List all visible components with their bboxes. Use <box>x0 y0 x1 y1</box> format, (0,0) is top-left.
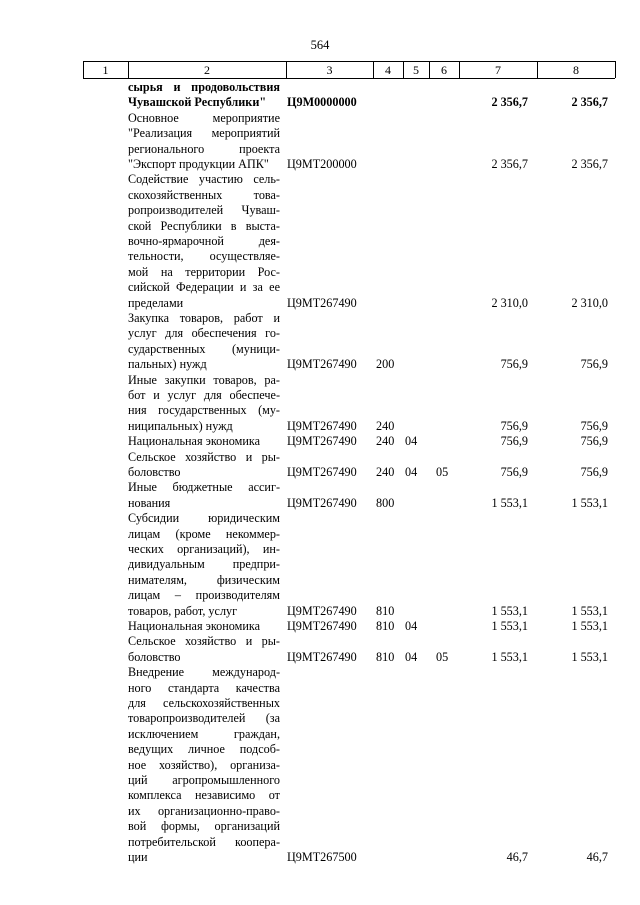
row-value-8: 756,9 <box>580 464 608 479</box>
header-divider <box>128 61 129 78</box>
row-value-8: 2 356,7 <box>571 156 608 171</box>
row-name-line: ций агропромышленного <box>128 773 280 788</box>
row-name-line: "Экспорт продукции АПК" <box>128 157 269 172</box>
row-name-line: услуг для обеспечения го- <box>128 326 280 341</box>
row-name <box>128 480 280 511</box>
row-name-line: Закупка товаров, работ и <box>128 311 280 325</box>
row-name-line: регионального проекта <box>128 141 280 156</box>
row-name <box>128 450 280 481</box>
row-name-line: дивидуальным предпри- <box>128 557 280 572</box>
row-name-line: Иные бюджетные ассиг- <box>128 480 280 495</box>
header-divider <box>429 61 430 78</box>
header-divider <box>286 61 287 78</box>
header-col-2: 2 <box>204 63 210 77</box>
row-name <box>128 172 280 311</box>
row-name-line: их организационно-право- <box>128 803 280 818</box>
table-row <box>0 111 640 173</box>
row-name-line: Сельское хозяйство и ры- <box>128 634 280 649</box>
row-value-8: 1 553,1 <box>571 619 608 633</box>
row-name-line: для сельскохозяйственных <box>128 696 280 710</box>
row-name-line: сударственных (муници- <box>128 341 280 356</box>
row-value-7: 2 356,7 <box>491 156 528 171</box>
table-row <box>0 373 640 435</box>
row-value-7: 1 553,1 <box>491 649 528 664</box>
page-number: 564 <box>310 38 330 52</box>
row-name-line: нования <box>128 495 171 510</box>
row-value-7: 46,7 <box>506 849 528 864</box>
header-divider <box>537 61 538 78</box>
row-name-line: Основное мероприятие <box>128 110 280 125</box>
row-value-7: 2 356,7 <box>491 95 528 110</box>
row-code: Ц9МТ267490 <box>287 603 357 618</box>
table-row <box>0 80 640 111</box>
row-value-8: 1 553,1 <box>571 495 608 510</box>
row-name-line: лицам (кроме некоммер- <box>128 526 280 541</box>
row-value-8: 1 553,1 <box>571 603 608 618</box>
row-expense-type: 810 <box>376 603 395 618</box>
row-name <box>128 373 280 435</box>
header-divider <box>615 61 616 78</box>
row-name-line: товаропроизводителей (за <box>128 711 280 726</box>
table-row <box>0 450 640 481</box>
row-name-line: ния государственных (му- <box>128 403 280 418</box>
table-row <box>0 619 640 634</box>
row-name-line: ниципальных) нужд <box>128 418 233 433</box>
row-value-7: 756,9 <box>500 357 528 372</box>
row-value-8: 2 310,0 <box>571 295 608 310</box>
header-col-8: 8 <box>573 63 579 77</box>
row-name-line: потребительской коопера- <box>128 834 280 849</box>
row-section: 04 <box>405 619 418 633</box>
header-col-6: 6 <box>441 63 447 77</box>
row-code: Ц9МТ267490 <box>287 464 357 479</box>
table-row <box>0 172 640 311</box>
row-name-line: скохозяйственных това- <box>128 187 280 202</box>
row-code: Ц9М0000000 <box>287 95 357 110</box>
row-code: Ц9МТ267490 <box>287 357 357 372</box>
row-expense-type: 800 <box>376 495 395 510</box>
row-name-line: ческих организаций), ин- <box>128 542 280 556</box>
row-name-line: Сельское хозяйство и ры- <box>128 449 280 464</box>
row-name-line: ведущих личное подсоб- <box>128 742 280 757</box>
row-name-line: ного стандарта качества <box>128 680 280 695</box>
row-name-line: "Реализация мероприятий <box>128 126 280 141</box>
row-name-line: сийской Федерации и за ее <box>128 280 280 295</box>
table-row <box>0 311 640 373</box>
row-section: 04 <box>405 464 418 479</box>
header-divider <box>373 61 374 78</box>
row-name-line: пальных) нужд <box>128 357 207 372</box>
row-name <box>128 511 280 619</box>
row-code: Ц9МТ200000 <box>287 156 357 171</box>
table-header <box>83 61 615 79</box>
row-name-line: нимателям, физическим <box>128 572 280 587</box>
row-value-8: 756,9 <box>580 418 608 433</box>
row-name-line: товаров, работ, услуг <box>128 603 238 618</box>
table-row <box>0 511 640 619</box>
row-name-line: сырья и продовольствия <box>128 80 280 94</box>
row-code: Ц9МТ267500 <box>287 849 357 864</box>
header-col-4: 4 <box>385 63 391 77</box>
row-name-line: комплекса независимо от <box>128 788 280 803</box>
row-value-7: 1 553,1 <box>491 495 528 510</box>
row-expense-type: 240 <box>376 464 395 479</box>
row-code: Ц9МТ267490 <box>287 495 357 510</box>
row-name-line: боловство <box>128 649 181 664</box>
row-name-line: исключением граждан, <box>128 726 280 741</box>
row-code: Ц9МТ267490 <box>287 434 357 449</box>
row-name <box>128 311 280 373</box>
row-name-line: Субсидии юридическим <box>128 511 280 526</box>
row-name-line: тельности, осуществляе- <box>128 249 280 264</box>
header-divider <box>403 61 404 78</box>
row-name-line: ное хозяйство), организа- <box>128 757 280 772</box>
row-value-7: 756,9 <box>500 434 528 449</box>
row-name-line: Национальная экономика <box>128 619 261 633</box>
row-section: 04 <box>405 649 418 664</box>
table-row <box>0 434 640 449</box>
table-row <box>0 665 640 865</box>
header-col-1: 1 <box>102 63 109 77</box>
table-row <box>0 634 640 665</box>
row-name-line: мой на территории Рос- <box>128 264 280 279</box>
row-value-8: 2 356,7 <box>571 95 608 110</box>
header-col-5: 5 <box>413 63 419 77</box>
row-subsection: 05 <box>436 464 449 479</box>
header-col-7: 7 <box>495 63 501 77</box>
row-expense-type: 810 <box>376 619 395 633</box>
row-value-8: 1 553,1 <box>571 649 608 664</box>
row-name-line: Содействие участию сель- <box>128 172 280 187</box>
row-name-line: лицам – производителям <box>128 588 280 603</box>
row-name <box>128 665 280 865</box>
row-name-line: Чувашской Республики" <box>128 95 267 110</box>
row-name-line: Национальная экономика <box>128 434 261 449</box>
row-name-line: ской Республики в выста- <box>128 218 280 233</box>
row-code: Ц9МТ267490 <box>287 619 357 633</box>
row-value-8: 756,9 <box>580 434 608 449</box>
row-name-line: пределами <box>128 295 184 310</box>
row-section: 04 <box>405 434 418 449</box>
row-name-line: бот и услуг для обеспече- <box>128 388 280 402</box>
row-value-7: 1 553,1 <box>491 619 528 633</box>
row-name <box>128 80 280 111</box>
row-value-7: 756,9 <box>500 418 528 433</box>
row-expense-type: 810 <box>376 649 395 664</box>
row-name-line: Внедрение международ- <box>128 665 280 680</box>
row-code: Ц9МТ267490 <box>287 295 357 310</box>
row-expense-type: 200 <box>376 357 395 372</box>
row-name-line: ропроизводителей Чуваш- <box>128 203 280 218</box>
row-name <box>128 619 280 634</box>
row-value-7: 756,9 <box>500 464 528 479</box>
row-code: Ц9МТ267490 <box>287 649 357 664</box>
table-row <box>0 480 640 511</box>
row-subsection: 05 <box>436 649 449 664</box>
row-name <box>128 111 280 173</box>
header-divider <box>459 61 460 78</box>
row-expense-type: 240 <box>376 434 395 449</box>
row-name <box>128 434 280 449</box>
row-name-line: вой формы, организаций <box>128 819 280 834</box>
row-name-line: боловство <box>128 465 181 479</box>
row-value-8: 46,7 <box>586 849 608 864</box>
row-name-line: Иные закупки товаров, ра- <box>128 372 280 387</box>
row-code: Ц9МТ267490 <box>287 418 357 433</box>
row-name <box>128 634 280 665</box>
row-name-line: ции <box>128 850 148 865</box>
row-name-line: вочно-ярмарочной дея- <box>128 234 280 249</box>
row-value-8: 756,9 <box>580 357 608 372</box>
header-col-3: 3 <box>326 63 333 77</box>
row-expense-type: 240 <box>376 418 395 433</box>
header-divider <box>83 61 84 78</box>
row-value-7: 1 553,1 <box>491 603 528 618</box>
row-value-7: 2 310,0 <box>491 295 528 310</box>
